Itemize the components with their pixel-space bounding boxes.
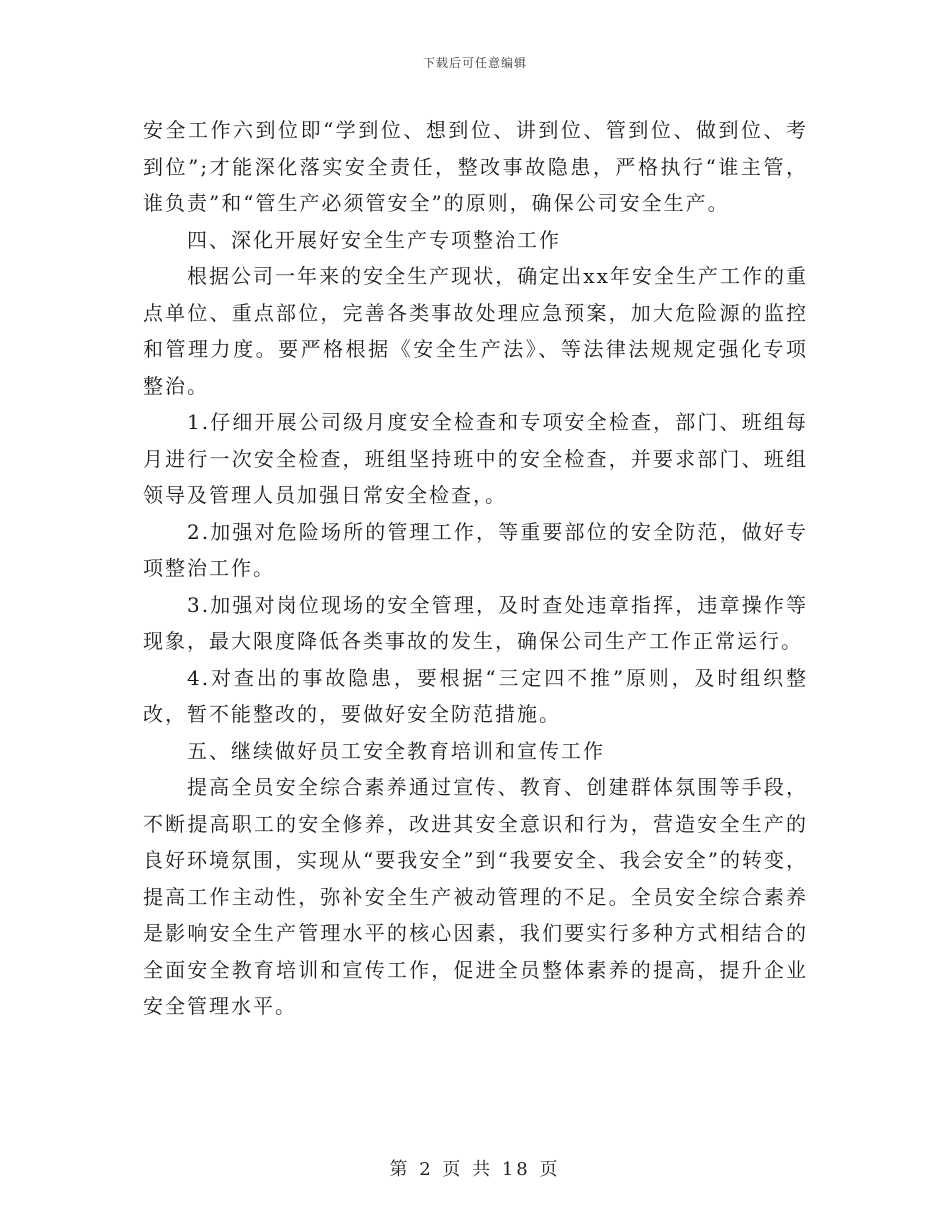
- list-item-3: 3.加强对岗位现场的安全管理，及时查处违章指挥，违章操作等现象，最大限度降低各类事故的发生，确保公司生产工作正常运行。: [143, 592, 808, 653]
- list-item-2: 2.加强对危险场所的管理工作，等重要部位的安全防范，做好专项整治工作。: [143, 519, 808, 580]
- paragraph-section-4-intro: 根据公司一年来的安全生产现状，确定出xx年安全生产工作的重点单位、重点部位，完善各类事故处理应急预案，加大危险源的监控和管理力度。要严格根据《安全生产法》、等法律法规规定强化专项整治。: [143, 264, 808, 398]
- paragraph-continuation: 安全工作六到位即“学到位、想到位、讲到位、管到位、做到位、考到位”;才能深化落实安全责任，整改事故隐患，严格执行“谁主管，谁负责”和“管生产必须管安全”的原则，确保公司安全生产。: [143, 118, 808, 215]
- list-item-4: 4.对查出的事故隐患，要根据“三定四不推”原则，及时组织整改，暂不能整改的，要做好安全防范措施。: [143, 665, 808, 726]
- header-note: 下载后可任意编辑: [422, 56, 527, 70]
- section-heading-4: 四、深化开展好安全生产专项整治工作: [187, 227, 561, 252]
- section-heading-5: 五、继续做好员工安全教育培训和宣传工作: [187, 738, 605, 763]
- document-body: [143, 112, 808, 1025]
- list-item-1: 1.仔细开展公司级月度安全检查和专项安全检查，部门、班组每月进行一次安全检查，班组坚持班中的安全检查，并要求部门、班组领导及管理人员加强日常安全检查，。: [143, 410, 808, 507]
- paragraph-section-5-body: 提高全员安全综合素养通过宣传、教育、创建群体氛围等手段，不断提高职工的安全修养，改进其安全意识和行为，营造安全生产的良好环境氛围，实现从“要我安全”到“我要安全、我会安全”的转变，提高工作主动性，弥补安全生产被动管理的不足。全员安全综合素养是影响安全生产管理水平的核心因素，我们要实行多种方式相结合的全面安全教育培训和宣传工作，促进全员整体素养的提高，提升企业安全管理水平。: [143, 775, 808, 1018]
- page-number: 第 2 页 共 18 页: [389, 1159, 561, 1180]
